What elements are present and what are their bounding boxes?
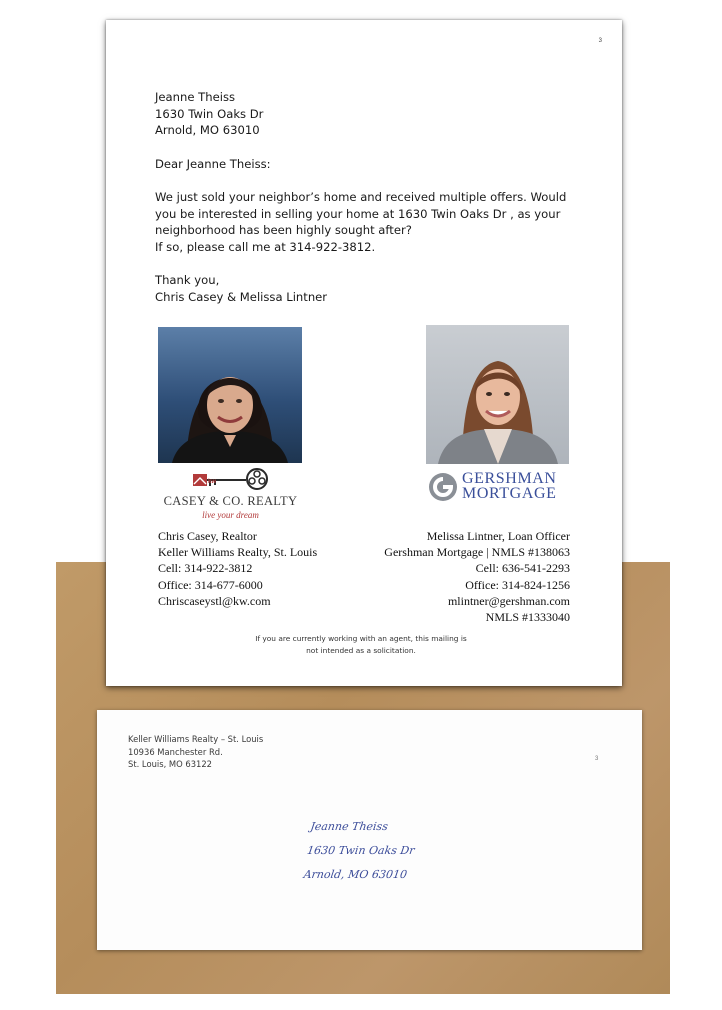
handwritten-line: Arnold, MO 63010 [302, 868, 408, 881]
body-line: We just sold your neighbor’s home and received multiple offers. Would [155, 190, 567, 204]
casey-realty-brand: CASEY & CO. REALTY [163, 494, 298, 508]
melissa-lintner-photo [426, 325, 569, 464]
disclaimer-line: If you are currently working with an agent, this mailing is [255, 634, 467, 643]
page-number: 3 [598, 38, 602, 44]
salutation: Dear Jeanne Theiss: [155, 156, 271, 171]
contact-line: Cell: 314-922-3812 [158, 561, 253, 576]
handwritten-line: 1630 Twin Oaks Dr [306, 844, 416, 857]
envelope [97, 710, 642, 950]
contact-line: Cell: 636-541-2293 [475, 561, 570, 576]
contact-line: mlintner@gershman.com [447, 593, 570, 608]
gershman-line-2: MORTGAGE [462, 485, 557, 502]
contact-line: Office: 314-824-1256 [465, 577, 570, 592]
kw-badge: kw [208, 479, 217, 485]
gershman-mortgage-logo [424, 469, 572, 509]
gershman-line-1: GERSHMAN [462, 470, 557, 487]
closing: Thank you, [155, 273, 220, 287]
body-line: If so, please call me at 314-922-3812. [155, 239, 376, 254]
casey-realty-tagline: live your dream [202, 510, 259, 520]
disclaimer [226, 633, 496, 657]
casey-realty-logo [158, 466, 303, 524]
handwritten-address [302, 815, 420, 887]
contact-line: Chris Casey, Realtor [158, 529, 257, 543]
chris-casey-contact [158, 528, 358, 609]
melissa-lintner-contact [340, 528, 570, 625]
contact-line: Melissa Lintner, Loan Officer [426, 529, 570, 543]
return-address-line: 10936 Manchester Rd. [128, 746, 223, 757]
body-line: neighborhood has been highly sought after? [155, 223, 412, 237]
disclaimer-line: not intended as a solicitation. [306, 646, 416, 655]
contact-line: NMLS #1333040 [485, 610, 570, 625]
key-icon [158, 466, 303, 494]
letter-page [106, 20, 622, 686]
recipient-city: Arnold, MO 63010 [155, 123, 260, 137]
letter-body [155, 89, 575, 305]
contact-line: Chriscaseystl@kw.com [158, 593, 271, 608]
handwritten-line: Jeanne Theiss [309, 820, 389, 833]
recipient-street: 1630 Twin Oaks Dr [155, 106, 264, 121]
body-line: you be interested in selling your home at 1630 Twin Oaks Dr , as your [155, 206, 561, 221]
contact-line: Office: 314-677-6000 [158, 577, 263, 592]
recipient-name: Jeanne Theiss [155, 90, 236, 104]
return-address-line: St. Louis, MO 63122 [128, 759, 213, 770]
chris-casey-photo [158, 327, 302, 463]
gershman-g-icon [426, 470, 460, 504]
envelope-mark: 3 [595, 756, 599, 762]
return-address [128, 733, 263, 771]
signature: Chris Casey & Melissa Lintner [155, 289, 328, 304]
return-address-line: Keller Williams Realty – St. Louis [128, 734, 264, 744]
contact-line: Gershman Mortgage | NMLS #138063 [384, 545, 570, 560]
contact-line: Keller Williams Realty, St. Louis [158, 545, 318, 560]
